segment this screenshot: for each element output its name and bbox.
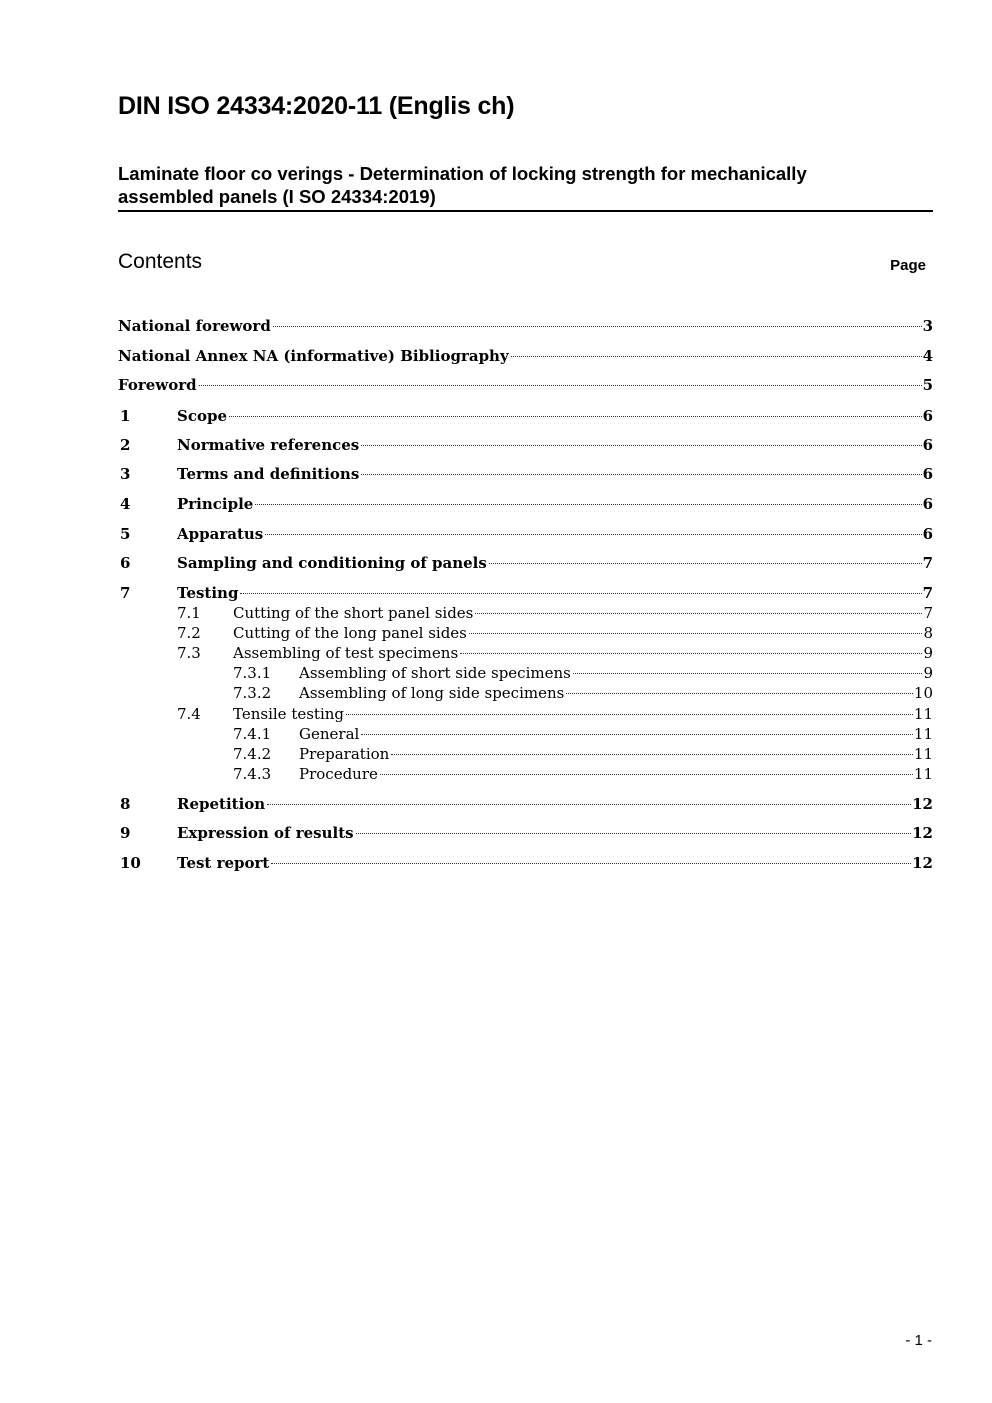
toc-entry-apparatus[interactable]	[118, 524, 933, 544]
toc-entry-page: 10	[913, 684, 933, 702]
document-title: DIN ISO 24334:2020-11 (Englis ch)	[118, 92, 515, 120]
toc-entry-number: 7.3	[177, 644, 201, 662]
toc-entry-title: Assembling of short side specimens	[299, 664, 571, 682]
toc-entry-title: Assembling of test specimens	[233, 644, 459, 662]
toc-entry-title: Testing	[177, 584, 239, 602]
toc-entry-title: Principle	[177, 495, 254, 513]
toc-entry-title: Assembling of long side specimens	[299, 684, 565, 702]
toc-entry-number: 7.4	[177, 705, 201, 723]
toc-entry-number: 7.4.1	[233, 725, 272, 743]
document-subtitle-line-2: assembled panels (I SO 24334:2019)	[118, 186, 436, 207]
toc-entry-number: 3	[120, 465, 131, 483]
toc-leader-dots	[361, 734, 913, 735]
toc-entry-scope[interactable]	[118, 406, 933, 426]
toc-entry-assembling-short-side[interactable]	[118, 663, 933, 683]
toc-leader-dots	[240, 593, 921, 594]
toc-entry-testing[interactable]	[118, 583, 933, 603]
toc-entry-number: 7.4.2	[233, 745, 272, 763]
toc-entry-repetition[interactable]	[118, 794, 933, 814]
toc-entry-title: Terms and definitions	[177, 465, 360, 483]
toc-entry-number: 1	[120, 407, 131, 425]
toc-entry-procedure[interactable]	[118, 764, 933, 784]
toc-entry-page: 12	[912, 824, 933, 842]
toc-entry-test-report[interactable]	[118, 853, 933, 873]
toc-leader-dots	[255, 504, 921, 505]
toc-leader-dots	[346, 714, 913, 715]
toc-entry-title: National Annex NA (informative) Bibliography	[118, 347, 509, 365]
toc-leader-dots	[265, 534, 921, 535]
toc-entry-title: Expression of results	[177, 824, 354, 842]
toc-entry-title: Procedure	[299, 765, 378, 783]
document-subtitle-line-1: Laminate floor co verings - Determination of locking strength for mechanically	[118, 163, 807, 184]
toc-entry-foreword[interactable]	[118, 375, 933, 395]
toc-entry-title: Sampling and conditioning of panels	[177, 554, 487, 572]
contents-heading: Contents	[118, 250, 203, 273]
page-column-heading: Page	[890, 257, 926, 274]
toc-leader-dots	[380, 774, 913, 775]
toc-entry-title: Preparation	[299, 745, 390, 763]
toc-entry-page: 6	[922, 465, 933, 483]
toc-entry-number: 8	[120, 795, 131, 813]
toc-entry-number: 2	[120, 436, 131, 454]
toc-leader-dots	[199, 385, 922, 386]
toc-entry-page: 12	[912, 795, 933, 813]
toc-entry-page: 7	[923, 604, 933, 622]
toc-leader-dots	[229, 416, 922, 417]
toc-entry-number: 6	[120, 554, 131, 572]
toc-leader-dots	[271, 863, 911, 864]
toc-entry-title: General	[299, 725, 360, 743]
toc-entry-cutting-short-sides[interactable]	[118, 603, 933, 623]
toc-leader-dots	[361, 445, 921, 446]
toc-entry-page: 6	[922, 436, 933, 454]
toc-entry-page: 6	[922, 495, 933, 513]
toc-leader-dots	[566, 693, 913, 694]
toc-entry-number: 9	[120, 824, 131, 842]
toc-entry-page: 11	[913, 705, 933, 723]
toc-entry-title: Normative references	[177, 436, 360, 454]
toc-leader-dots	[273, 326, 922, 327]
toc-entry-number: 7.3.1	[233, 664, 272, 682]
toc-entry-page: 9	[923, 664, 933, 682]
toc-entry-national-annex-bibliography[interactable]	[118, 346, 933, 366]
toc-entry-title: Cutting of the long panel sides	[233, 624, 467, 642]
toc-leader-dots	[356, 833, 912, 834]
toc-entry-page: 5	[922, 376, 933, 394]
toc-entry-page: 9	[923, 644, 933, 662]
toc-entry-page: 7	[922, 584, 933, 602]
toc-entry-number: 10	[120, 854, 141, 872]
toc-entry-number: 5	[120, 525, 131, 543]
toc-entry-tensile-testing[interactable]	[118, 704, 933, 724]
toc-entry-page: 3	[922, 317, 933, 335]
toc-entry-title: Cutting of the short panel sides	[233, 604, 474, 622]
toc-leader-dots	[511, 356, 922, 357]
toc-entry-title: Apparatus	[177, 525, 264, 543]
toc-entry-normative-references[interactable]	[118, 435, 933, 455]
toc-leader-dots	[460, 653, 922, 654]
toc-entry-preparation[interactable]	[118, 744, 933, 764]
toc-leader-dots	[361, 474, 921, 475]
toc-entry-general[interactable]	[118, 724, 933, 744]
toc-entry-title: National foreword	[118, 317, 271, 335]
toc-entry-number: 7	[120, 584, 131, 602]
toc-entry-assembling-test-specimens[interactable]	[118, 643, 933, 663]
toc-entry-assembling-long-side[interactable]	[118, 683, 933, 703]
toc-entry-number: 7.1	[177, 604, 201, 622]
toc-leader-dots	[475, 613, 922, 614]
toc-entry-title: Repetition	[177, 795, 266, 813]
toc-entry-title: Foreword	[118, 376, 197, 394]
toc-entry-terms-and-definitions[interactable]	[118, 464, 933, 484]
toc-leader-dots	[469, 633, 923, 634]
toc-entry-page: 8	[923, 624, 933, 642]
page-number: - 1 -	[905, 1332, 932, 1349]
toc-entry-cutting-long-sides[interactable]	[118, 623, 933, 643]
toc-leader-dots	[573, 673, 923, 674]
toc-entry-number: 4	[120, 495, 131, 513]
toc-entry-title: Test report	[177, 854, 270, 872]
toc-entry-title: Tensile testing	[233, 705, 345, 723]
toc-entry-page: 12	[912, 854, 933, 872]
toc-entry-sampling-and-conditioning[interactable]	[118, 553, 933, 573]
toc-entry-page: 11	[913, 725, 933, 743]
toc-entry-page: 6	[922, 407, 933, 425]
toc-entry-number: 7.3.2	[233, 684, 272, 702]
toc-leader-dots	[489, 563, 922, 564]
toc-leader-dots	[267, 804, 911, 805]
toc-entry-number: 7.4.3	[233, 765, 272, 783]
toc-entry-principle[interactable]	[118, 494, 933, 514]
toc-entry-title: Scope	[177, 407, 228, 425]
toc-entry-page: 4	[922, 347, 933, 365]
toc-entry-national-foreword[interactable]	[118, 316, 933, 336]
toc-entry-page: 11	[913, 765, 933, 783]
toc-entry-page: 7	[922, 554, 933, 572]
toc-entry-number: 7.2	[177, 624, 201, 642]
toc-leader-dots	[391, 754, 913, 755]
toc-entry-page: 6	[922, 525, 933, 543]
toc-entry-expression-of-results[interactable]	[118, 823, 933, 843]
toc-entry-page: 11	[913, 745, 933, 763]
